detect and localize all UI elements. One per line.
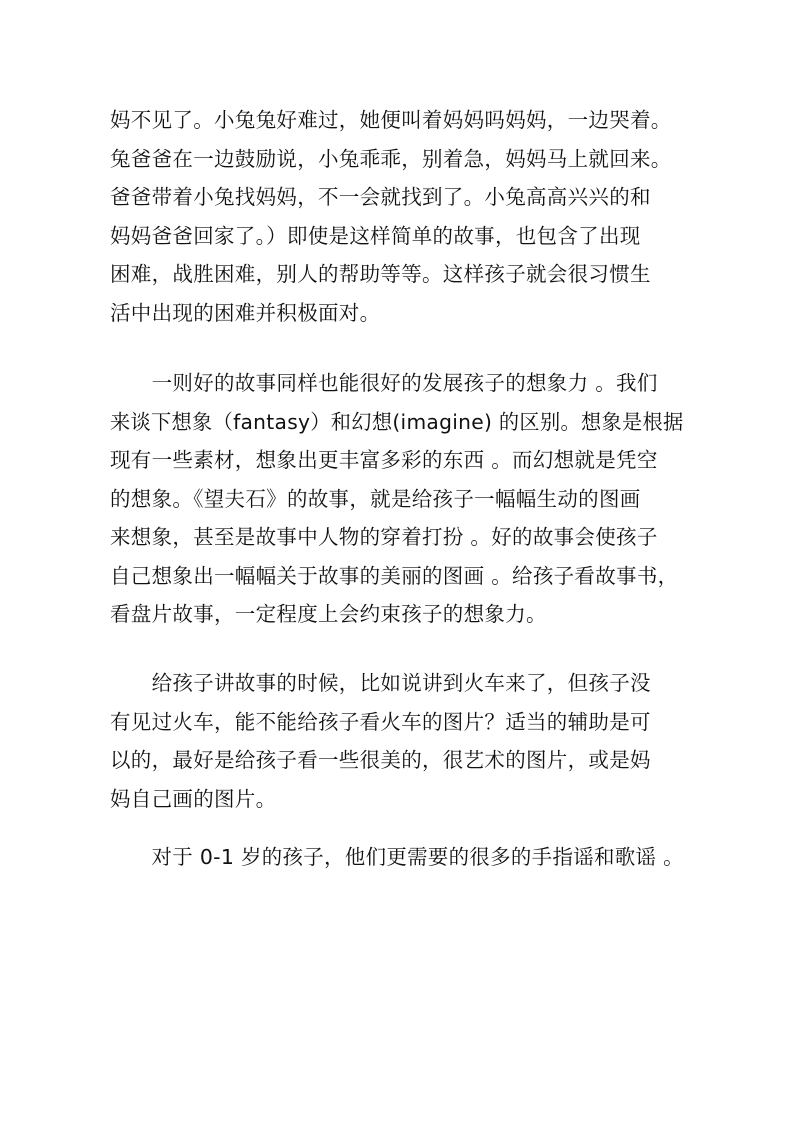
paragraph-line: 妈不见了。小兔兔好难过，她便叫着妈妈吗妈妈，一边哭着。: [110, 108, 672, 132]
paragraph-line: 的想象。《望夫石》的故事，就是给孩子一幅幅生动的图画: [110, 486, 641, 511]
paragraph-line: 爸爸带着小兔找妈妈，不一会就找到了。小兔高高兴兴的和: [110, 185, 651, 209]
paragraph-line: 来谈下想象（fantasy）和幻想(imagine) 的区别。想象是根据: [110, 409, 684, 434]
paragraph-line: 给孩子讲故事的时候，比如说讲到火车来了，但孩子没: [110, 671, 651, 695]
paragraph-imagination: [110, 364, 684, 634]
paragraph-infants: [110, 838, 684, 877]
paragraph-line: 有见过火车，能不能给孩子看火车的图片？适当的辅助是可: [110, 709, 651, 734]
paragraph-line: 来想象，甚至是故事中人物的穿着打扮 。好的故事会使孩子: [110, 525, 658, 549]
paragraph-line: 困难，战胜困难，别人的帮助等等。这样孩子就会很习惯生: [110, 262, 651, 286]
paragraph-line: 兔爸爸在一边鼓励说，小兔乖乖，别着急，妈妈马上就回来。: [110, 146, 672, 171]
paragraph-line: 妈自己画的图片。: [110, 786, 277, 811]
paragraph-pictures: [110, 664, 684, 818]
paragraph-line: 现有一些素材，想象出更丰富多彩的东西 。而幻想就是凭空: [110, 448, 658, 472]
paragraph-line: 一则好的故事同样也能很好的发展孩子的想象力 。我们: [110, 371, 658, 395]
paragraph-line: 对于 0-1 岁的孩子，他们更需要的很多的手指谣和歌谣 。: [110, 845, 684, 869]
paragraph-line: 妈妈爸爸回家了。）即使是这样简单的故事，也包含了出现: [110, 223, 641, 248]
paragraph-line: 以的，最好是给孩子看一些很美的，很艺术的图片，或是妈: [110, 748, 651, 772]
paragraph-line: 活中出现的困难并积极面对。: [110, 300, 381, 325]
paragraph-line: 自己想象出一幅幅关于故事的美丽的图画 。给孩子看故事书，: [110, 563, 679, 588]
paragraph-story-ending: [110, 101, 684, 332]
paragraph-line: 看盘片故事，一定程度上会约束孩子的想象力。: [110, 602, 547, 626]
